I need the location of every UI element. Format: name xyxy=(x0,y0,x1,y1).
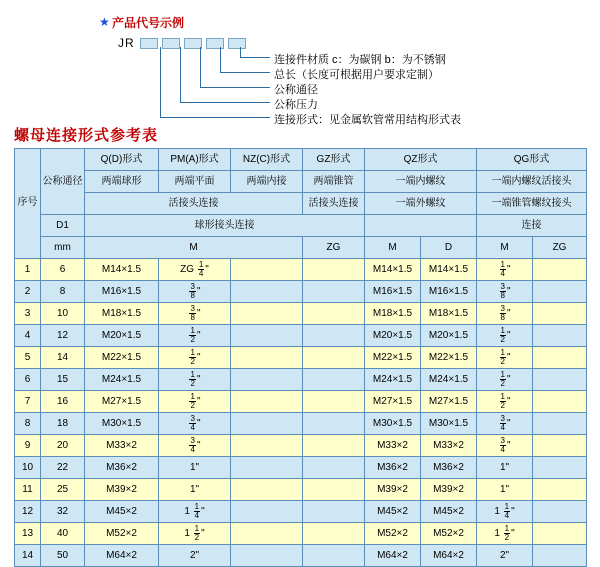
cell-index: 14 xyxy=(15,545,41,567)
cell-qg-zg xyxy=(533,435,587,457)
leader-line xyxy=(240,57,270,58)
header-index xyxy=(15,149,41,259)
header-qz-dd: D xyxy=(421,237,477,259)
header-pm-form: PM(A)形式 xyxy=(159,149,231,171)
table-row xyxy=(15,457,587,479)
header-qg-thread: 一端锥管螺纹接头 xyxy=(477,193,587,215)
cell-qg-zg xyxy=(533,457,587,479)
table-header-row xyxy=(15,215,587,237)
header-qz-thread: 一端外螺纹 xyxy=(365,193,477,215)
header-d1: D1 xyxy=(41,215,85,237)
cell-gz-form xyxy=(303,413,365,435)
cell-q-form: M39×2 xyxy=(85,479,159,501)
leader-line xyxy=(220,72,270,73)
cell-qz-d: M30×1.5 xyxy=(421,413,477,435)
cell-index: 11 xyxy=(15,479,41,501)
cell-q-form: M24×1.5 xyxy=(85,369,159,391)
table-row xyxy=(15,325,587,347)
cell-qg-zg xyxy=(533,501,587,523)
table-row xyxy=(15,501,587,523)
cell-qg-m: $\frac{1}{4}$ " xyxy=(477,259,533,281)
cell-index: 8 xyxy=(15,413,41,435)
table-row xyxy=(15,479,587,501)
cell-gz-form xyxy=(303,501,365,523)
cell-qg-zg xyxy=(533,259,587,281)
cell-index: 13 xyxy=(15,523,41,545)
header-qg-connect: 连接 xyxy=(477,215,587,237)
cell-qz-d: M64×2 xyxy=(421,545,477,567)
cell-pm-form: $\frac{3}{4}$ " xyxy=(159,413,231,435)
cell-qz-m: M45×2 xyxy=(365,501,421,523)
cell-pm-form: $\frac{3}{8}$ " xyxy=(159,281,231,303)
cell-qg-zg xyxy=(533,391,587,413)
cell-qg-m: $\frac{3}{8}$ " xyxy=(477,281,533,303)
cell-qg-m: $\frac{1}{2}$ " xyxy=(477,369,533,391)
table-header-row xyxy=(15,171,587,193)
code-box xyxy=(206,38,224,49)
header-qg-zg: ZG xyxy=(533,237,587,259)
cell-nz-form xyxy=(231,369,303,391)
cell-qg-zg xyxy=(533,523,587,545)
cell-qz-d: M22×1.5 xyxy=(421,347,477,369)
cell-nominal-diameter: 25 xyxy=(41,479,85,501)
cell-qg-m: 2" xyxy=(477,545,533,567)
cell-nominal-diameter: 6 xyxy=(41,259,85,281)
product-code-legend xyxy=(0,0,600,126)
header-ball-joint: 球形接头连接 xyxy=(85,215,365,237)
header-gz-form: GZ形式 xyxy=(303,149,365,171)
cell-qg-zg xyxy=(533,369,587,391)
cell-gz-form xyxy=(303,259,365,281)
nut-connection-table xyxy=(14,148,587,567)
cell-qz-m: M39×2 xyxy=(365,479,421,501)
table-header-row xyxy=(15,193,587,215)
cell-qg-zg xyxy=(533,479,587,501)
cell-nz-form xyxy=(231,391,303,413)
header-qg-form: QG形式 xyxy=(477,149,587,171)
cell-qz-d: M16×1.5 xyxy=(421,281,477,303)
cell-q-form: M45×2 xyxy=(85,501,159,523)
table-row xyxy=(15,523,587,545)
cell-index: 9 xyxy=(15,435,41,457)
cell-qz-m: M64×2 xyxy=(365,545,421,567)
cell-q-form: M64×2 xyxy=(85,545,159,567)
cell-qg-m: 1" xyxy=(477,457,533,479)
cell-pm-form: $\frac{1}{2}$ " xyxy=(159,369,231,391)
cell-nz-form xyxy=(231,501,303,523)
table-row xyxy=(15,303,587,325)
cell-gz-form xyxy=(303,347,365,369)
header-qg-m: M xyxy=(477,237,533,259)
cell-qg-zg xyxy=(533,303,587,325)
table-row xyxy=(15,259,587,281)
cell-qz-d: M24×1.5 xyxy=(421,369,477,391)
cell-nominal-diameter: 16 xyxy=(41,391,85,413)
cell-pm-form: 1 $\frac{1}{4}$ " xyxy=(159,501,231,523)
cell-nz-form xyxy=(231,281,303,303)
cell-qg-zg xyxy=(533,413,587,435)
header-thread-m: M xyxy=(85,237,303,259)
leader-line xyxy=(200,87,270,88)
cell-qz-d: M45×2 xyxy=(421,501,477,523)
cell-qg-m: $\frac{3}{4}$ " xyxy=(477,413,533,435)
cell-nz-form xyxy=(231,303,303,325)
section-title: 螺母连接形式参考表 xyxy=(14,127,159,144)
cell-qg-zg xyxy=(533,325,587,347)
cell-gz-form xyxy=(303,523,365,545)
cell-qg-m: $\frac{1}{2}$ " xyxy=(477,347,533,369)
star-icon: ★ xyxy=(99,15,110,29)
cell-q-form: M22×1.5 xyxy=(85,347,159,369)
legend-item-nominal-diameter: 公称通径 xyxy=(274,84,318,96)
cell-q-form: M30×1.5 xyxy=(85,413,159,435)
cell-pm-form: 2" xyxy=(159,545,231,567)
cell-nz-form xyxy=(231,457,303,479)
cell-qz-d: M39×2 xyxy=(421,479,477,501)
cell-nominal-diameter: 8 xyxy=(41,281,85,303)
cell-pm-form: $\frac{1}{2}$ " xyxy=(159,391,231,413)
leader-line xyxy=(160,47,161,118)
cell-q-form: M16×1.5 xyxy=(85,281,159,303)
cell-qg-m: $\frac{1}{2}$ " xyxy=(477,325,533,347)
table-header-row xyxy=(15,149,587,171)
table-row xyxy=(15,413,587,435)
cell-pm-form: ZG $\frac{1}{4}$ " xyxy=(159,259,231,281)
cell-index: 10 xyxy=(15,457,41,479)
cell-nominal-diameter: 12 xyxy=(41,325,85,347)
cell-nz-form xyxy=(231,347,303,369)
legend-item-material: 连接件材质 c：为碳钢 b：为不锈钢 xyxy=(274,54,446,66)
legend-title: 产品代号示例 xyxy=(112,16,185,30)
cell-qz-m: M18×1.5 xyxy=(365,303,421,325)
cell-pm-form: 1" xyxy=(159,457,231,479)
cell-qg-m: $\frac{1}{2}$ " xyxy=(477,391,533,413)
cell-index: 3 xyxy=(15,303,41,325)
cell-qg-m: 1 $\frac{1}{4}$ " xyxy=(477,501,533,523)
cell-qg-zg xyxy=(533,347,587,369)
cell-gz-form xyxy=(303,435,365,457)
cell-qz-m: M14×1.5 xyxy=(365,259,421,281)
header-q-sub: 两端球形 xyxy=(85,171,159,193)
cell-qz-d: M14×1.5 xyxy=(421,259,477,281)
cell-index: 5 xyxy=(15,347,41,369)
cell-nz-form xyxy=(231,435,303,457)
header-gz-union: 活接头连接 xyxy=(303,193,365,215)
cell-nz-form xyxy=(231,523,303,545)
cell-qg-zg xyxy=(533,281,587,303)
cell-index: 7 xyxy=(15,391,41,413)
cell-nz-form xyxy=(231,479,303,501)
cell-index: 4 xyxy=(15,325,41,347)
cell-pm-form: 1" xyxy=(159,479,231,501)
cell-q-form: M27×1.5 xyxy=(85,391,159,413)
cell-nz-form xyxy=(231,545,303,567)
cell-qg-zg xyxy=(533,545,587,567)
cell-gz-form xyxy=(303,457,365,479)
cell-qz-m: M22×1.5 xyxy=(365,347,421,369)
cell-nz-form xyxy=(231,325,303,347)
legend-item-nominal-pressure: 公称压力 xyxy=(274,99,318,111)
cell-q-form: M20×1.5 xyxy=(85,325,159,347)
cell-pm-form: $\frac{1}{2}$ " xyxy=(159,347,231,369)
cell-qz-m: M24×1.5 xyxy=(365,369,421,391)
cell-q-form: M52×2 xyxy=(85,523,159,545)
cell-q-form: M18×1.5 xyxy=(85,303,159,325)
cell-nominal-diameter: 20 xyxy=(41,435,85,457)
cell-index: 12 xyxy=(15,501,41,523)
cell-qz-m: M16×1.5 xyxy=(365,281,421,303)
cell-qz-m: M30×1.5 xyxy=(365,413,421,435)
table-row xyxy=(15,435,587,457)
cell-qz-d: M52×2 xyxy=(421,523,477,545)
cell-gz-form xyxy=(303,281,365,303)
header-gz-sub: 两端锥管 xyxy=(303,171,365,193)
header-nominal-diameter: 公称通径 xyxy=(41,149,85,215)
cell-index: 6 xyxy=(15,369,41,391)
cell-index: 2 xyxy=(15,281,41,303)
cell-qz-d: M20×1.5 xyxy=(421,325,477,347)
cell-nz-form xyxy=(231,259,303,281)
cell-nominal-diameter: 50 xyxy=(41,545,85,567)
cell-gz-form xyxy=(303,545,365,567)
cell-nominal-diameter: 22 xyxy=(41,457,85,479)
cell-q-form: M14×1.5 xyxy=(85,259,159,281)
header-unit-mm: mm xyxy=(41,237,85,259)
legend-item-connection-type: 连接形式：见金属软管常用结构形式表 xyxy=(274,114,461,126)
cell-nominal-diameter: 32 xyxy=(41,501,85,523)
header-pm-sub: 两端平面 xyxy=(159,171,231,193)
header-index-label: 序号 xyxy=(17,197,38,209)
cell-nz-form xyxy=(231,413,303,435)
cell-qz-m: M36×2 xyxy=(365,457,421,479)
header-thread-zg: ZG xyxy=(303,237,365,259)
legend-item-length: 总长（长度可根据用户要求定制） xyxy=(274,69,439,81)
cell-nominal-diameter: 15 xyxy=(41,369,85,391)
cell-pm-form: 1 $\frac{1}{2}$ " xyxy=(159,523,231,545)
leader-line xyxy=(220,47,221,73)
cell-nominal-diameter: 18 xyxy=(41,413,85,435)
table-row xyxy=(15,347,587,369)
header-q-form: Q(D)形式 xyxy=(85,149,159,171)
cell-qg-m: 1" xyxy=(477,479,533,501)
cell-qz-m: M27×1.5 xyxy=(365,391,421,413)
cell-pm-form: $\frac{3}{8}$ " xyxy=(159,303,231,325)
cell-gz-form xyxy=(303,391,365,413)
table-body xyxy=(15,259,587,567)
cell-gz-form xyxy=(303,303,365,325)
code-box xyxy=(228,38,246,49)
cell-qz-m: M20×1.5 xyxy=(365,325,421,347)
cell-qz-m: M33×2 xyxy=(365,435,421,457)
header-qz-connect xyxy=(365,215,477,237)
leader-line xyxy=(180,102,270,103)
cell-gz-form xyxy=(303,479,365,501)
cell-nominal-diameter: 10 xyxy=(41,303,85,325)
cell-qg-m: $\frac{3}{8}$ " xyxy=(477,303,533,325)
cell-qg-m: $\frac{3}{4}$ " xyxy=(477,435,533,457)
code-box xyxy=(162,38,180,49)
code-prefix: JR xyxy=(118,36,135,50)
header-qg-sub: 一端内螺纹活接头 xyxy=(477,171,587,193)
table-row xyxy=(15,391,587,413)
cell-qz-d: M33×2 xyxy=(421,435,477,457)
cell-qz-d: M18×1.5 xyxy=(421,303,477,325)
table-row xyxy=(15,545,587,567)
cell-nominal-diameter: 14 xyxy=(41,347,85,369)
leader-line xyxy=(200,47,201,88)
cell-qz-d: M36×2 xyxy=(421,457,477,479)
table-row xyxy=(15,281,587,303)
cell-qz-d: M27×1.5 xyxy=(421,391,477,413)
header-union-connection: 活接头连接 xyxy=(85,193,303,215)
code-box xyxy=(140,38,158,49)
table-row xyxy=(15,369,587,391)
cell-gz-form xyxy=(303,369,365,391)
header-nz-sub: 两端内接 xyxy=(231,171,303,193)
leader-line xyxy=(160,117,270,118)
leader-line xyxy=(180,47,181,103)
code-boxes xyxy=(140,38,246,49)
cell-pm-form: $\frac{1}{2}$ " xyxy=(159,325,231,347)
cell-pm-form: $\frac{3}{4}$ " xyxy=(159,435,231,457)
cell-gz-form xyxy=(303,325,365,347)
cell-nominal-diameter: 40 xyxy=(41,523,85,545)
cell-qg-m: 1 $\frac{1}{2}$ " xyxy=(477,523,533,545)
cell-index: 1 xyxy=(15,259,41,281)
header-qz-form: QZ形式 xyxy=(365,149,477,171)
header-qz-sub: 一端内螺纹 xyxy=(365,171,477,193)
header-qz-m: M xyxy=(365,237,421,259)
cell-q-form: M33×2 xyxy=(85,435,159,457)
cell-qz-m: M52×2 xyxy=(365,523,421,545)
cell-q-form: M36×2 xyxy=(85,457,159,479)
table-header-row xyxy=(15,237,587,259)
header-nz-form: NZ(C)形式 xyxy=(231,149,303,171)
